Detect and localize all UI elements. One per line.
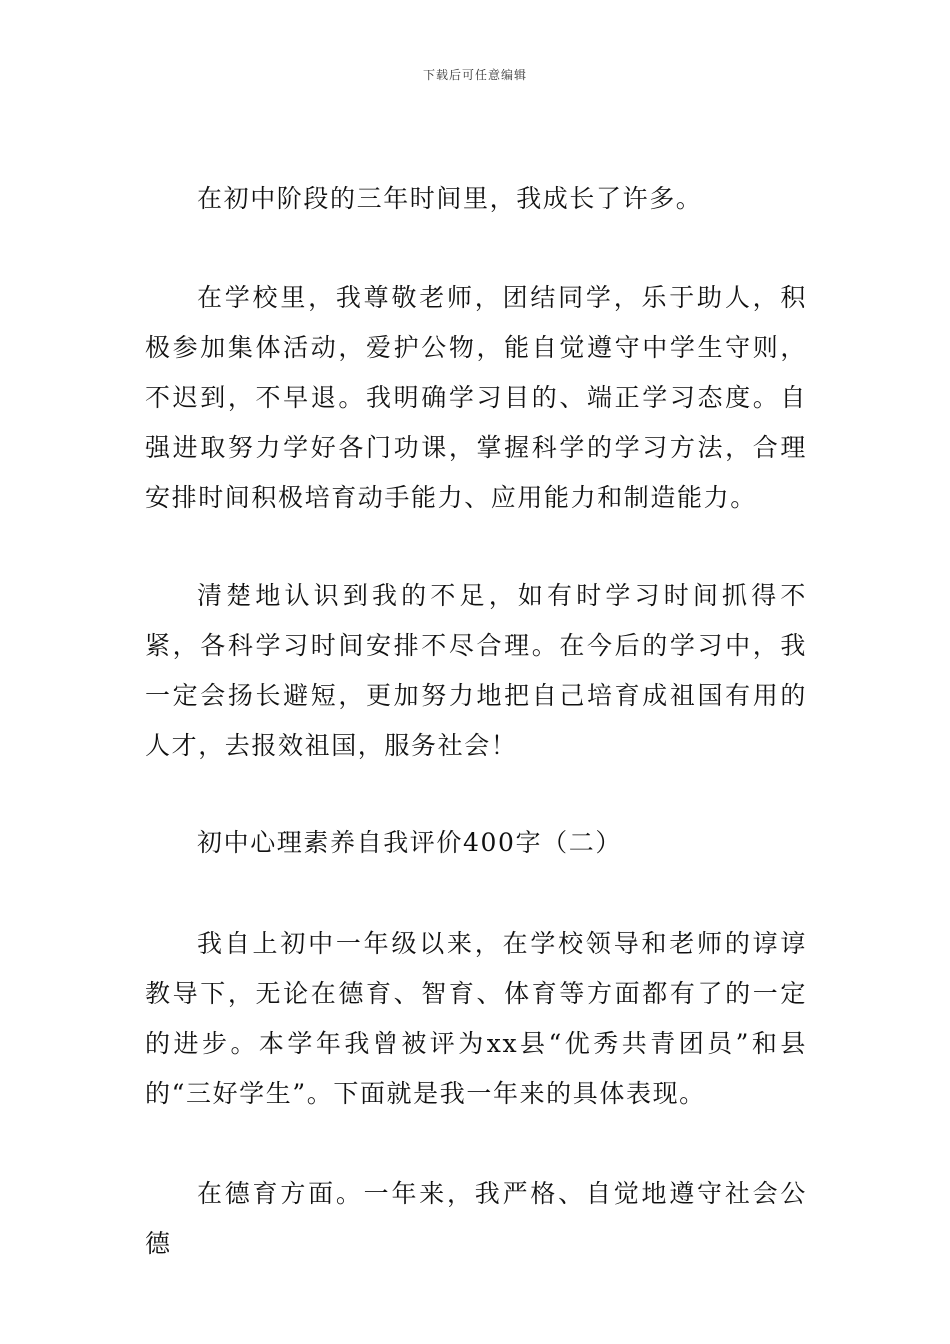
- section-heading: 初中心理素养自我评价400字（二）: [197, 828, 622, 857]
- page-header: 下载后可任意编辑: [422, 68, 527, 82]
- paragraph-second-intro: 我自上初中一年级以来，在学校领导和老师的谆谆教导下，无论在德育、智育、体育等方面都有了的一定的进步。本学年我曾被评为xx县“优秀共青团员”和县的“三好学生”。下面就是我一年来的具体表现。: [145, 929, 807, 1108]
- paragraph-school-performance: 在学校里，我尊敬老师，团结同学，乐于助人，积极参加集体活动，爱护公物，能自觉遵守中学生守则，不迟到，不早退。我明确学习目的、端正学习态度。自强进取努力学好各门功课，掌握科学的学习方法，合理安排时间积极培育动手能力、应用能力和制造能力。: [145, 283, 807, 512]
- paragraph-intro: 在初中阶段的三年时间里，我成长了许多。: [197, 184, 703, 213]
- paragraph-shortcomings: 清楚地认识到我的不足，如有时学习时间抓得不紧，各科学习时间安排不尽合理。在今后的学习中，我一定会扬长避短，更加努力地把自己培育成祖国有用的人才，去报效祖国，服务社会！: [145, 581, 807, 760]
- paragraph-moral-education: 在德育方面。一年来，我严格、自觉地遵守社会公德: [145, 1179, 807, 1258]
